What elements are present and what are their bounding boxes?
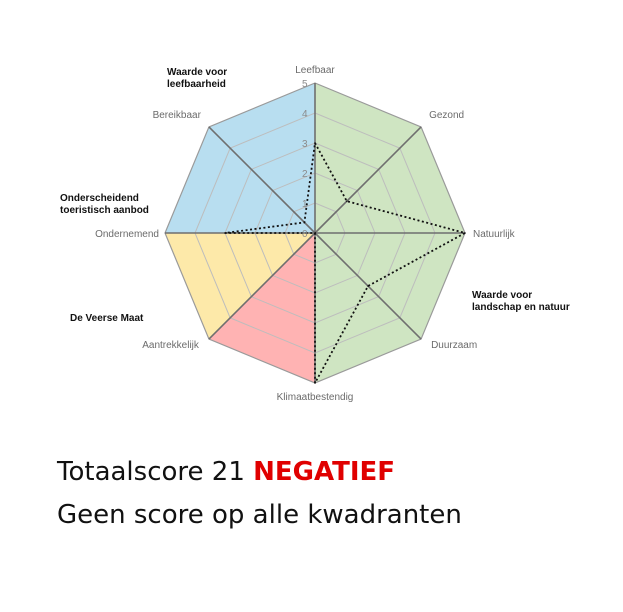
tick-label-1: 1 <box>302 199 308 210</box>
quadrant-label-2: De Veerse Maat <box>70 313 144 324</box>
tick-label-3: 3 <box>302 139 308 150</box>
total-score-text: Totaalscore 21 <box>57 457 245 487</box>
quadrant-label-0: Waarde voor leefbaarheid <box>167 67 228 90</box>
score-point-0 <box>314 142 316 144</box>
axis-label-klimaatbestendig: Klimaatbestendig <box>276 392 354 403</box>
score-point-7 <box>304 222 306 224</box>
quadrant-label-1: Waarde voor landschap en natuur <box>472 290 570 313</box>
total-score-line <box>57 457 395 487</box>
axis-label-bereikbaar: Bereikbaar <box>152 109 201 121</box>
axis-label-ondernemend: Ondernemend <box>95 229 159 240</box>
tick-label-5: 5 <box>302 79 308 90</box>
axis-label-aantrekkelijk: Aantrekkelijk <box>142 340 199 352</box>
verdict-label: NEGATIEF <box>253 457 396 487</box>
score-point-3 <box>367 285 369 287</box>
score-point-2 <box>464 232 466 234</box>
score-point-5 <box>314 232 316 234</box>
quadrant-note: Geen score op alle kwadranten <box>57 500 462 530</box>
quadrant-label-3: Onderscheidend toeristisch aanbod <box>60 193 149 216</box>
tick-label-4: 4 <box>302 109 308 120</box>
tick-label-0: 0 <box>302 229 308 240</box>
axis-label-leefbaar: Leefbaar <box>295 65 335 76</box>
axis-label-gezond: Gezond <box>429 109 465 121</box>
score-point-6 <box>224 232 226 234</box>
score-point-4 <box>314 382 316 384</box>
axis-label-duurzaam: Duurzaam <box>431 340 478 352</box>
score-point-1 <box>346 200 348 202</box>
axis-label-natuurlijk: Natuurlijk <box>473 229 515 240</box>
tick-label-2: 2 <box>302 169 308 180</box>
